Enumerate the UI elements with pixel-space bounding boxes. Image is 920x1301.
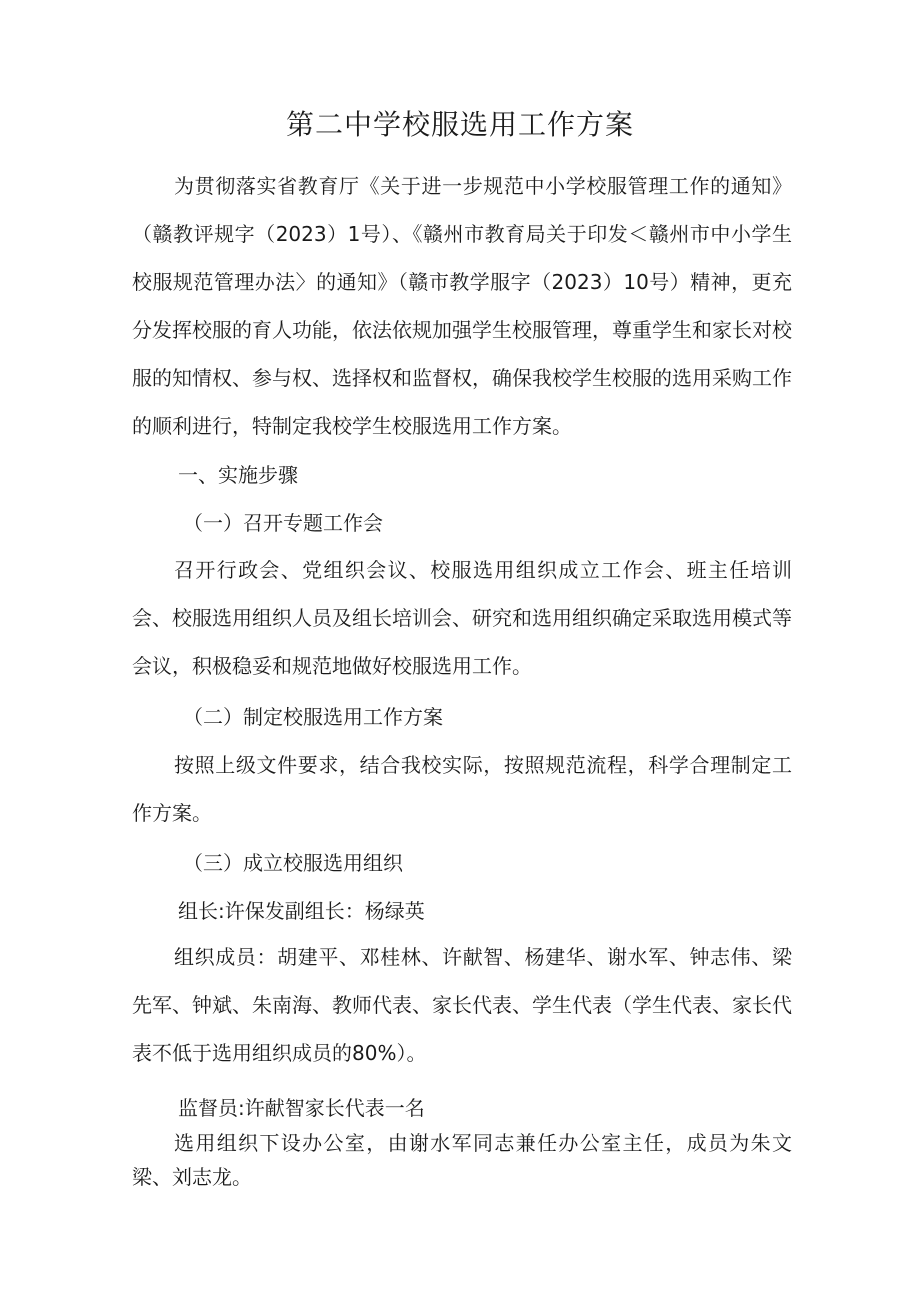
document-title: 第二中学校服选用工作方案 bbox=[285, 108, 634, 141]
intro-paragraph: 为贯彻落实省教育厅《关于进一步规范中小学校服管理工作的通知》（赣教评规字（2023）1号）、《赣州市教育局关于印发＜赣州市中小学生校服规范管理办法〉的通知》（赣市教学服字（2023）10号）精神，更充分发挥校服的育人功能，依法依规加强学生校服管理，尊重学生和家长对校服的知情权、参与权、选择权和监督权，确保我校学生校服的选用采购工作的顺利进行，特制定我校学生校服选用工作方案。 bbox=[132, 174, 792, 438]
meeting-paragraph: 召开行政会、党组织会议、校服选用组织成立工作会、班主任培训会、校服选用组织人员及组长培训会、研究和选用组织确定采取选用模式等会议，积极稳妥和规范地做好校服选用工作。 bbox=[132, 558, 792, 678]
leader-line: 组长:许保发副组长：杨绿英 bbox=[178, 899, 425, 923]
plan-paragraph: 按照上级文件要求，结合我校实际，按照规范流程，科学合理制定工作方案。 bbox=[132, 753, 792, 825]
subheading-plan: （二）制定校服选用工作方案 bbox=[183, 705, 443, 729]
subheading-organization: （三）成立校服选用组织 bbox=[183, 851, 403, 875]
office-paragraph: 选用组织下设办公室，由谢水军同志兼任办公室主任，成员为朱文梁、刘志龙。 bbox=[132, 1131, 792, 1189]
subheading-meeting: （一）召开专题工作会 bbox=[183, 511, 383, 535]
supervisor-line: 监督员:许献智家长代表一名 bbox=[178, 1096, 425, 1120]
members-paragraph: 组织成员：胡建平、邓桂林、许献智、杨建华、谢水军、钟志伟、梁先军、钟斌、朱南海、教师代表、家长代表、学生代表（学生代表、家长代表不低于选用组织成员的80%）。 bbox=[132, 945, 792, 1065]
section-heading-steps: 一、实施步骤 bbox=[178, 463, 298, 487]
